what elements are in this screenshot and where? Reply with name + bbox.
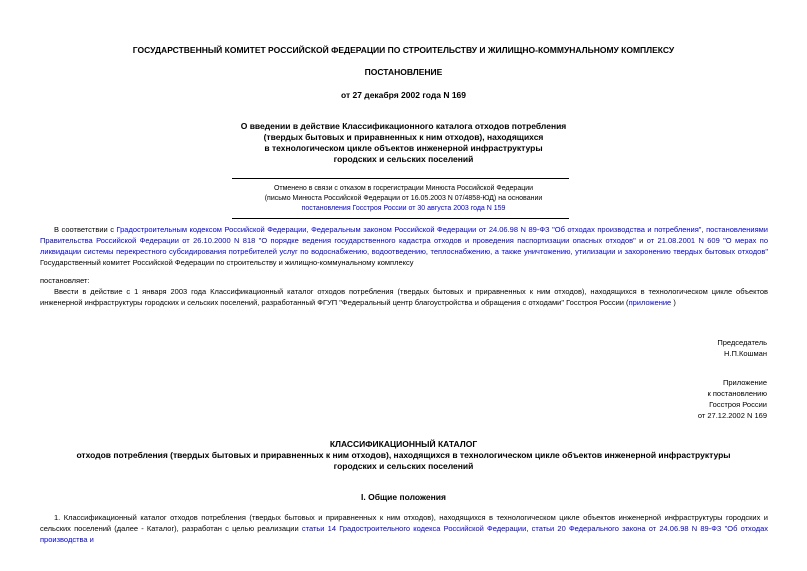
cancellation-line: (письмо Минюста Российской Федерации от 16.05.2003 N 07/4858-ЮД) на основании	[264, 195, 543, 202]
appendix-note	[698, 377, 767, 421]
signatory-position: Председатель	[717, 338, 767, 347]
section-text: 1. Классификационный каталог отходов потребления (твердых бытовых и приравненных к ним отходов), находящихся в технологическом цикле объектов инженерной инфраструктуры городских и сельских поселений (далее - Каталог), разработан с целью реализации	[40, 513, 768, 533]
catalog-title-line: городских и сельских поселений	[333, 461, 474, 471]
appendix-line: Госстроя России	[709, 400, 767, 409]
appendix-line: от 27.12.2002 N 169	[697, 411, 767, 420]
appendix-line: к постановлению	[707, 389, 767, 398]
law-references-link[interactable]: Градостроительным кодексом Российской Федерации, Федеральным законом Российской Федерации от 24.06.98 N 89-ФЗ "Об отходах производства и потребления", постановлениями Правительства Российской Федерации от 26.10.2000 N 818 "О порядке ведения государственного кадастра отходов и проведения паспортизации опасных отходов"	[40, 225, 768, 245]
signatory-name: Н.П.Кошман	[723, 349, 767, 358]
preamble-text: В соответствии с	[54, 225, 117, 234]
government-decree-link[interactable]: от 21.08.2001 N 609 "О мерах по ликвидации системы перекрестного субсидирования потребителей услуг по водоснабжению, водоотведению, теплоснабжению, а также уничтожению, утилизации и захоронению твердых бытовых отходов"	[40, 236, 769, 256]
section-paragraph	[40, 512, 768, 545]
title-line: городских и сельских поселений	[333, 154, 474, 164]
catalog-title	[0, 439, 807, 472]
document-type: ПОСТАНОВЛЕНИЕ	[364, 67, 443, 77]
section-heading: I. Общие положения	[361, 492, 446, 502]
federal-law-link[interactable]: статьи 20 Федерального закона от 24.06.98 N 89-ФЗ "Об отходах производства и	[40, 524, 769, 544]
divider-top	[232, 178, 569, 179]
resolves-label: постановляет:	[40, 276, 90, 285]
urban-code-link[interactable]: статьи 14 Градостроительного кодекса Российской Федерации	[301, 524, 527, 533]
divider-bottom	[232, 218, 569, 219]
cancellation-line: Отменено в связи с отказом в госрегистрации Минюста Российской Федерации	[273, 185, 534, 192]
decree-text: )	[671, 298, 676, 307]
decree-paragraph	[40, 286, 768, 308]
cancellation-link[interactable]: постановления Госстроя России от 30 августа 2003 года N 159	[301, 205, 506, 212]
catalog-title-line: отходов потребления (твердых бытовых и приравненных к ним отходов), находящихся в технологическом цикле объектов инженерной инфраструктуры	[76, 450, 731, 460]
title-line: (твердых бытовых и приравненных к ним отходов), находящихся	[263, 132, 544, 142]
title-line: О введении в действие Классификационного каталога отходов потребления	[240, 121, 567, 131]
preamble-text: и	[635, 236, 647, 245]
preamble-text: Государственный комитет Российской Федерации по строительству и жилищно-коммунальному комплексу	[40, 258, 414, 267]
section-text: ,	[526, 524, 532, 533]
signature-block	[717, 337, 767, 359]
title-line: в технологическом цикле объектов инженерной инфраструктуры	[264, 143, 543, 153]
appendix-link[interactable]: приложение	[628, 298, 672, 307]
document-date-number: от 27 декабря 2002 года N 169	[340, 90, 467, 100]
preamble-paragraph	[40, 224, 768, 268]
document-title	[0, 121, 807, 165]
appendix-line: Приложение	[723, 378, 767, 387]
cancellation-note	[0, 184, 807, 214]
catalog-title-line: КЛАССИФИКАЦИОННЫЙ КАТАЛОГ	[329, 439, 478, 449]
decree-text: Ввести в действие с 1 января 2003 года Классификационный каталог отходов потребления (твердых бытовых и приравненных к ним отходов), находящихся в технологическом цикле объектов инженерной инфраструктуры городских и сельских поселений, разработанный ФГУП "Федеральный центр благоустройства и обращения с отходами" Госстроя России (	[40, 287, 768, 307]
agency-name: ГОСУДАРСТВЕННЫЙ КОМИТЕТ РОССИЙСКОЙ ФЕДЕРАЦИИ ПО СТРОИТЕЛЬСТВУ И ЖИЛИЩНО-КОММУНАЛЬНОМУ КОМПЛЕКСУ	[132, 45, 675, 55]
